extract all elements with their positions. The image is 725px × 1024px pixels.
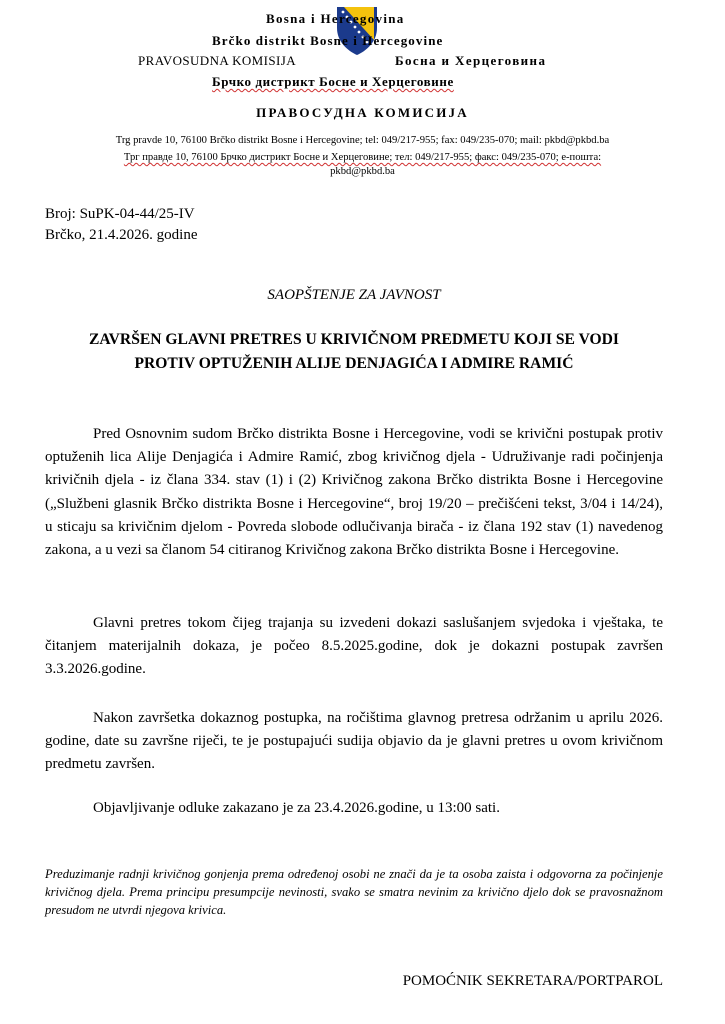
document-number: Broj: SuPK-04-44/25-IV xyxy=(45,206,195,222)
document-type: SAOPŠTENJE ZA JAVNOST xyxy=(267,287,441,303)
header-district: Brčko distrikt Bosne i Hercegovine xyxy=(212,33,444,48)
header-country-cyr: Босна и Херцеговина xyxy=(395,53,547,68)
paragraph-4: Objavljivanje odluke zakazano je za 23.4.2026.godine, u 13:00 sati. xyxy=(93,800,500,816)
address-latin: Trg pravde 10, 76100 Brčko distrikt Bosne i Hercegovine; tel: 049/217-955; fax: 049/235-070; mail: pkbd@pkbd.ba xyxy=(115,135,610,146)
header-commission-latin: PRAVOSUDNA KOMISIJA xyxy=(138,53,296,68)
address-cyr-line1: Трг правде 10, 76100 Брчко дистрикт Босне и Херцеговине; тел: 049/217-955; факс: 049/235-070; е-пошта: xyxy=(123,152,602,163)
address-cyr-line2: pkbd@pkbd.ba xyxy=(330,166,395,177)
document-date: Brčko, 21.4.2026. godine xyxy=(45,227,198,243)
paragraph-1: Pred Osnovnim sudom Brčko distrikta Bosne i Hercegovine, vodi se krivični postupak protiv optuženih lica Alije Denjagića i Admire Ramić, zbog krivičnog djela - Udruživanje radi počinjenja krivičnih djela - iz člana 334. stav (1) i (2) Krivičnog zakona Brčko distrikta Bosne i Hercegovine („Službeni glasnik Brčko distrikta Bosne i Hercegovine“, broj 19/20 – prečišćeni tekst, 3/04 i 14/24), u sticaju sa krivičnim djelom - Povreda slobode odlučivanja birača - iz člana 192 stav (1) navedenog zakona, a u vezi sa članom 54 citiranog Krivičnog zakona Brčko distrikta Bosne i Hercegovine. xyxy=(45,426,663,559)
title-line-2: PROTIV OPTUŽENIH ALIJE DENJAGIĆA I ADMIRE RAMIĆ xyxy=(134,355,574,372)
header-district-cyr: Брчко дистрикт Босне и Херцеговине xyxy=(212,74,454,89)
header-country: Bosna i Hercegovina xyxy=(266,11,405,26)
commission-title-cyr: ПРАВОСУДНА КОМИСИЈА xyxy=(256,105,469,120)
signature-title: POMOĆNIK SEKRETARA/PORTPAROL xyxy=(402,973,663,989)
paragraph-2: Glavni pretres tokom čijeg trajanja su izvedeni dokazi saslušanjem svjedoka i vještaka, te čitanjem materijalnih dokaza, je počeo 8.5.2025.godine, dok je dokazni postupak završen 3.3.2026.godine. xyxy=(45,615,663,678)
paragraph-3: Nakon završetka dokaznog postupka, na ročištima glavnog pretresa održanim u aprilu 2026. godine, date su završne riječi, te je postupajući sudija objavio da je glavni pretres u ovom krivičnom predmetu završen. xyxy=(45,710,663,773)
presumption-disclaimer: Preduzimanje radnji krivičnog gonjenja prema određenoj osobi ne znači da je ta osoba zaista i odgovorna za počinjenje krivičnog djela. Prema principu presumpcije nevinosti, svako se smatra nevinim za krivično djelo dok se pravosnažnom presudom ne utvrdi njegova krivica. xyxy=(45,867,663,917)
title-line-1: ZAVRŠEN GLAVNI PRETRES U KRIVIČNOM PREDMETU KOJI SE VODI xyxy=(89,331,619,348)
